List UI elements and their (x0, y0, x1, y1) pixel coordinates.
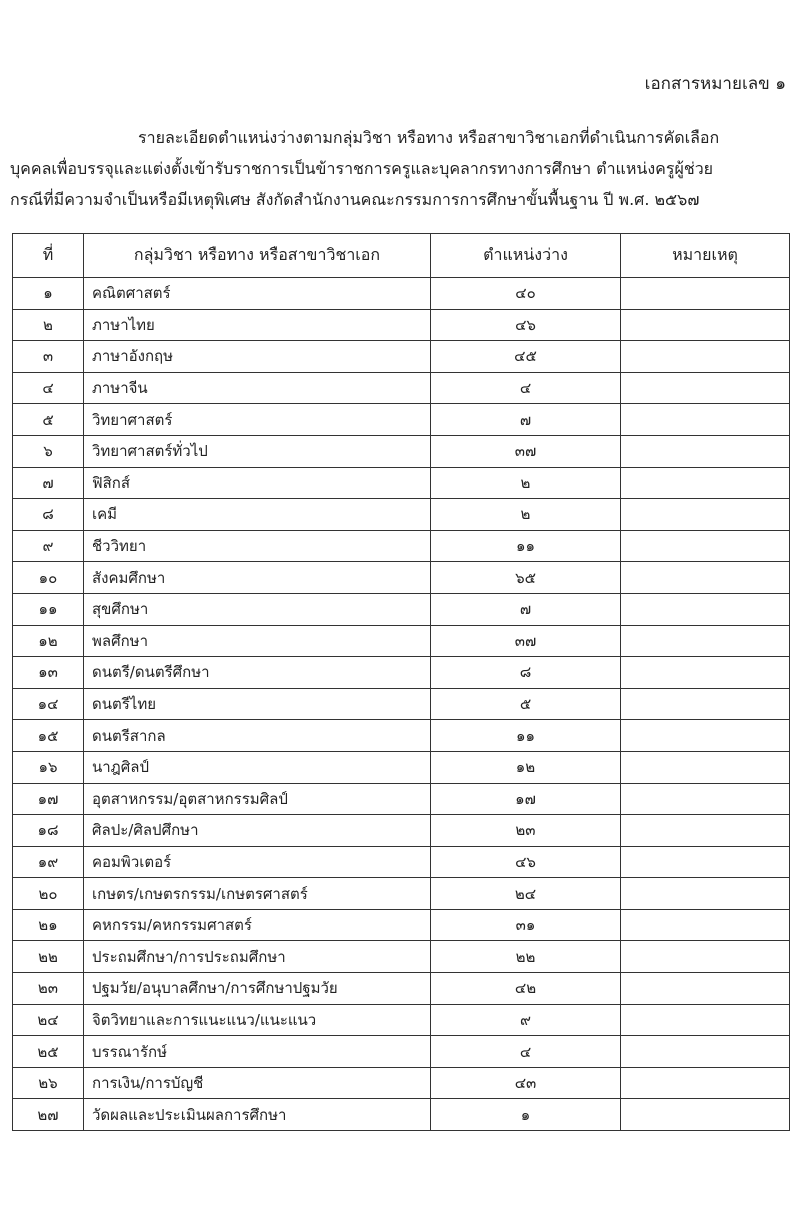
subject-name: เกษตร/เกษตรกรรม/เกษตรศาสตร์ (84, 878, 431, 910)
subject-name: ภาษาจีน (84, 372, 431, 404)
intro-line-2: บุคคลเพื่อบรรจุและแต่งตั้งเข้ารับราชการเป็นข้าราชการครูและบุคลากรทางการศึกษา ตำแหน่งครูผู้ช่วย (10, 159, 714, 178)
row-number: ๑๘ (13, 815, 84, 847)
row-number: ๗ (13, 467, 84, 499)
table-header-row (13, 234, 790, 278)
row-number: ๒๒ (13, 941, 84, 973)
intro-paragraph (10, 122, 788, 215)
table-row (13, 562, 790, 594)
table-row (13, 404, 790, 436)
remarks (621, 341, 790, 373)
row-number: ๒๐ (13, 878, 84, 910)
vacancy-count: ๒๓ (431, 815, 621, 847)
table-row (13, 878, 790, 910)
vacancy-count: ๓๗ (431, 435, 621, 467)
subject-name: ปฐมวัย/อนุบาลศึกษา/การศึกษาปฐมวัย (84, 973, 431, 1005)
table-row (13, 720, 790, 752)
table-row (13, 657, 790, 689)
subject-name: เคมี (84, 499, 431, 531)
header-no: ที่ (13, 234, 84, 278)
row-number: ๕ (13, 404, 84, 436)
table-row (13, 372, 790, 404)
table-row (13, 593, 790, 625)
row-number: ๓ (13, 341, 84, 373)
table-row (13, 1004, 790, 1036)
subject-name: ประถมศึกษา/การประถมศึกษา (84, 941, 431, 973)
remarks (621, 530, 790, 562)
vacancy-count: ๕ (431, 688, 621, 720)
row-number: ๒๑ (13, 909, 84, 941)
table-row (13, 1067, 790, 1099)
vacancy-count: ๑๑ (431, 530, 621, 562)
vacancy-count: ๓๗ (431, 625, 621, 657)
subject-name: นาฎศิลป์ (84, 751, 431, 783)
vacancy-count: ๑ (431, 1099, 621, 1131)
vacancy-count: ๗ (431, 404, 621, 436)
table-row (13, 751, 790, 783)
subject-name: สุขศึกษา (84, 593, 431, 625)
remarks (621, 941, 790, 973)
remarks (621, 783, 790, 815)
table-row (13, 341, 790, 373)
table-row (13, 1036, 790, 1068)
vacancy-table (12, 233, 790, 1131)
vacancy-count: ๘ (431, 657, 621, 689)
vacancy-count: ๒๒ (431, 941, 621, 973)
table-row (13, 625, 790, 657)
table-row (13, 846, 790, 878)
row-number: ๑๒ (13, 625, 84, 657)
table-row (13, 688, 790, 720)
vacancy-count: ๑๑ (431, 720, 621, 752)
document-number: เอกสารหมายเลข ๑ (644, 74, 786, 94)
vacancy-count: ๔ (431, 1036, 621, 1068)
row-number: ๑๑ (13, 593, 84, 625)
remarks (621, 751, 790, 783)
vacancy-count: ๖๕ (431, 562, 621, 594)
remarks (621, 688, 790, 720)
vacancy-count: ๙ (431, 1004, 621, 1036)
row-number: ๘ (13, 499, 84, 531)
row-number: ๑๕ (13, 720, 84, 752)
vacancy-count: ๒๔ (431, 878, 621, 910)
subject-name: คหกรรม/คหกรรมศาสตร์ (84, 909, 431, 941)
remarks (621, 1004, 790, 1036)
vacancy-count: ๑๒ (431, 751, 621, 783)
remarks (621, 657, 790, 689)
remarks (621, 1099, 790, 1131)
subject-name: คอมพิวเตอร์ (84, 846, 431, 878)
table-row (13, 973, 790, 1005)
vacancy-count: ๒ (431, 467, 621, 499)
remarks (621, 973, 790, 1005)
table-row (13, 435, 790, 467)
intro-line-1: รายละเอียดตำแหน่งว่างตามกลุ่มวิชา หรือทาง หรือสาขาวิชาเอกที่ดำเนินการคัดเลือก (138, 128, 720, 147)
table-row (13, 499, 790, 531)
remarks (621, 499, 790, 531)
vacancy-count: ๗ (431, 593, 621, 625)
intro-line-3: กรณีที่มีความจำเป็นหรือมีเหตุพิเศษ สังกัดสำนักงานคณะกรรมการการศึกษาขั้นพื้นฐาน ปี พ.ศ. ๒๕๖๗ (10, 190, 700, 209)
remarks (621, 404, 790, 436)
remarks (621, 435, 790, 467)
row-number: ๒๗ (13, 1099, 84, 1131)
subject-name: ภาษาไทย (84, 309, 431, 341)
row-number: ๒ (13, 309, 84, 341)
subject-name: คณิตศาสตร์ (84, 278, 431, 310)
vacancy-count: ๓๑ (431, 909, 621, 941)
subject-name: พลศึกษา (84, 625, 431, 657)
table-row (13, 530, 790, 562)
remarks (621, 278, 790, 310)
header-remarks: หมายเหตุ (621, 234, 790, 278)
table-row (13, 783, 790, 815)
remarks (621, 846, 790, 878)
remarks (621, 878, 790, 910)
row-number: ๒๕ (13, 1036, 84, 1068)
table-row (13, 278, 790, 310)
header-subject: กลุ่มวิชา หรือทาง หรือสาขาวิชาเอก (84, 234, 431, 278)
subject-name: ฟิสิกส์ (84, 467, 431, 499)
row-number: ๑๐ (13, 562, 84, 594)
remarks (621, 593, 790, 625)
remarks (621, 1067, 790, 1099)
subject-name: ชีววิทยา (84, 530, 431, 562)
table-row (13, 309, 790, 341)
subject-name: การเงิน/การบัญชี (84, 1067, 431, 1099)
vacancy-count: ๑๗ (431, 783, 621, 815)
row-number: ๔ (13, 372, 84, 404)
row-number: ๑๗ (13, 783, 84, 815)
subject-name: จิตวิทยาและการแนะแนว/แนะแนว (84, 1004, 431, 1036)
subject-name: วัดผลและประเมินผลการศึกษา (84, 1099, 431, 1131)
row-number: ๒๔ (13, 1004, 84, 1036)
table-row (13, 467, 790, 499)
subject-name: ภาษาอังกฤษ (84, 341, 431, 373)
vacancy-count: ๔๕ (431, 341, 621, 373)
row-number: ๒๓ (13, 973, 84, 1005)
subject-name: สังคมศึกษา (84, 562, 431, 594)
remarks (621, 467, 790, 499)
subject-name: ดนตรีไทย (84, 688, 431, 720)
subject-name: บรรณารักษ์ (84, 1036, 431, 1068)
row-number: ๑๔ (13, 688, 84, 720)
vacancy-count: ๔๖ (431, 846, 621, 878)
row-number: ๑ (13, 278, 84, 310)
table-row (13, 1099, 790, 1131)
row-number: ๙ (13, 530, 84, 562)
row-number: ๑๖ (13, 751, 84, 783)
vacancy-count: ๔๐ (431, 278, 621, 310)
table-row (13, 909, 790, 941)
row-number: ๑๓ (13, 657, 84, 689)
row-number: ๒๖ (13, 1067, 84, 1099)
subject-name: อุตสาหกรรม/อุตสาหกรรมศิลป์ (84, 783, 431, 815)
remarks (621, 625, 790, 657)
vacancy-count: ๒ (431, 499, 621, 531)
vacancy-count: ๔๒ (431, 973, 621, 1005)
remarks (621, 720, 790, 752)
row-number: ๑๙ (13, 846, 84, 878)
subject-name: วิทยาศาสตร์ (84, 404, 431, 436)
subject-name: วิทยาศาสตร์ทั่วไป (84, 435, 431, 467)
remarks (621, 815, 790, 847)
remarks (621, 1036, 790, 1068)
remarks (621, 372, 790, 404)
vacancy-count: ๔๓ (431, 1067, 621, 1099)
remarks (621, 909, 790, 941)
table-row (13, 815, 790, 847)
table-row (13, 941, 790, 973)
subject-name: ดนตรีสากล (84, 720, 431, 752)
remarks (621, 562, 790, 594)
remarks (621, 309, 790, 341)
vacancy-count: ๔ (431, 372, 621, 404)
row-number: ๖ (13, 435, 84, 467)
subject-name: ดนตรี/ดนตรีศึกษา (84, 657, 431, 689)
subject-name: ศิลปะ/ศิลปศึกษา (84, 815, 431, 847)
header-vacancies: ตำแหน่งว่าง (431, 234, 621, 278)
vacancy-count: ๔๖ (431, 309, 621, 341)
